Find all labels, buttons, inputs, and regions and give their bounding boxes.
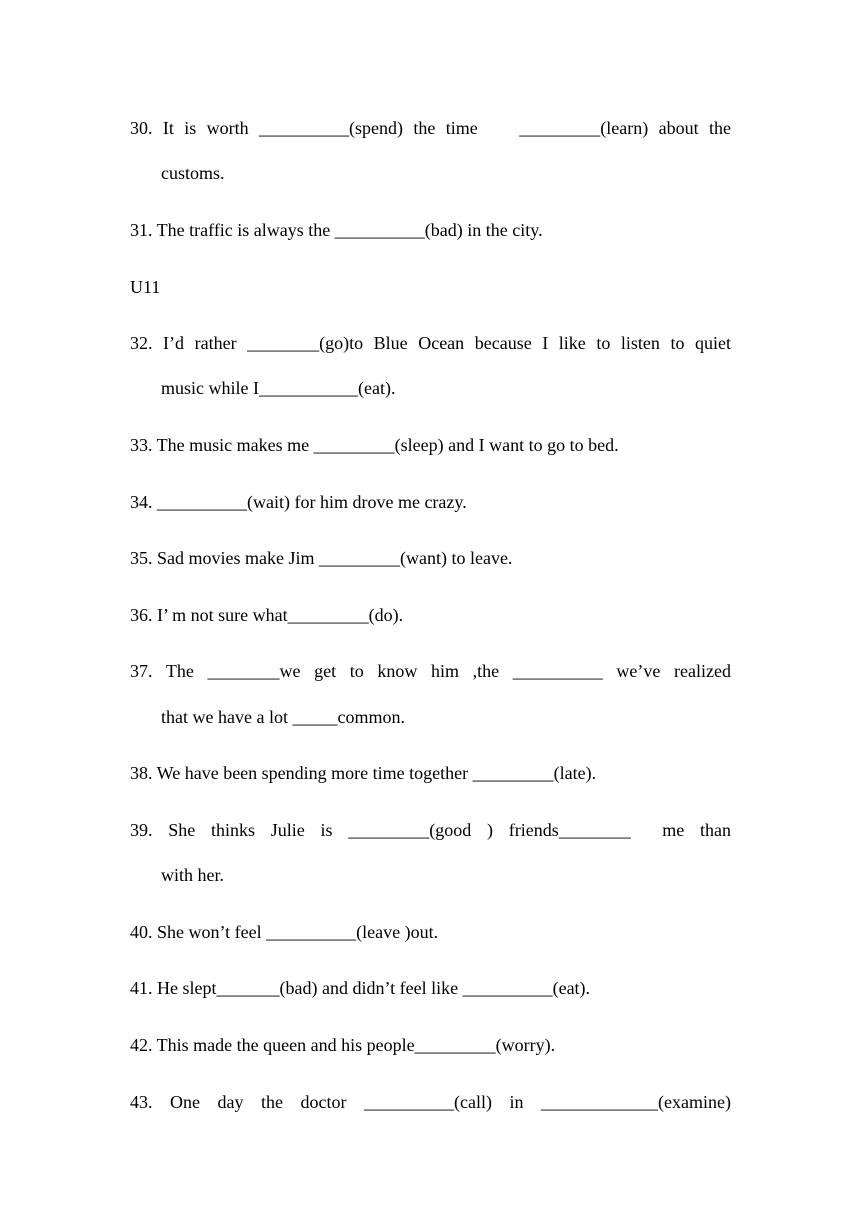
- question-30-line-1: 30. It is worth __________(spend) the time _________(learn) about the: [130, 118, 731, 138]
- question-37-line-1: 37. The ________we get to know him ,the __________ we’ve realized: [130, 661, 731, 681]
- question-34: 34. __________(wait) for him drove me crazy.: [130, 492, 467, 512]
- question-39-line-2: with her.: [161, 865, 224, 885]
- question-36: 36. I’ m not sure what_________(do).: [130, 605, 404, 625]
- question-43-line-1: 43. One day the doctor __________(call) in _____________(examine): [130, 1092, 731, 1112]
- question-39-line-1: 39. She thinks Julie is _________(good ) friends________ me than: [130, 820, 731, 840]
- question-40: 40. She won’t feel __________(leave )out.: [130, 922, 439, 942]
- question-38: 38. We have been spending more time together _________(late).: [130, 763, 597, 783]
- unit-heading: U11: [130, 277, 161, 297]
- question-32-line-1: 32. I’d rather ________(go)to Blue Ocean because I like to listen to quiet: [130, 333, 731, 353]
- question-30-line-2: customs.: [161, 163, 225, 183]
- question-35: 35. Sad movies make Jim _________(want) to leave.: [130, 548, 513, 568]
- question-31: 31. The traffic is always the __________(bad) in the city.: [130, 220, 543, 240]
- question-42: 42. This made the queen and his people_________(worry).: [130, 1035, 556, 1055]
- question-33: 33. The music makes me _________(sleep) and I want to go to bed.: [130, 435, 619, 455]
- question-37-line-2: that we have a lot _____common.: [161, 707, 405, 727]
- question-41: 41. He slept_______(bad) and didn’t feel like __________(eat).: [130, 978, 591, 998]
- question-32-line-2: music while I___________(eat).: [161, 378, 396, 398]
